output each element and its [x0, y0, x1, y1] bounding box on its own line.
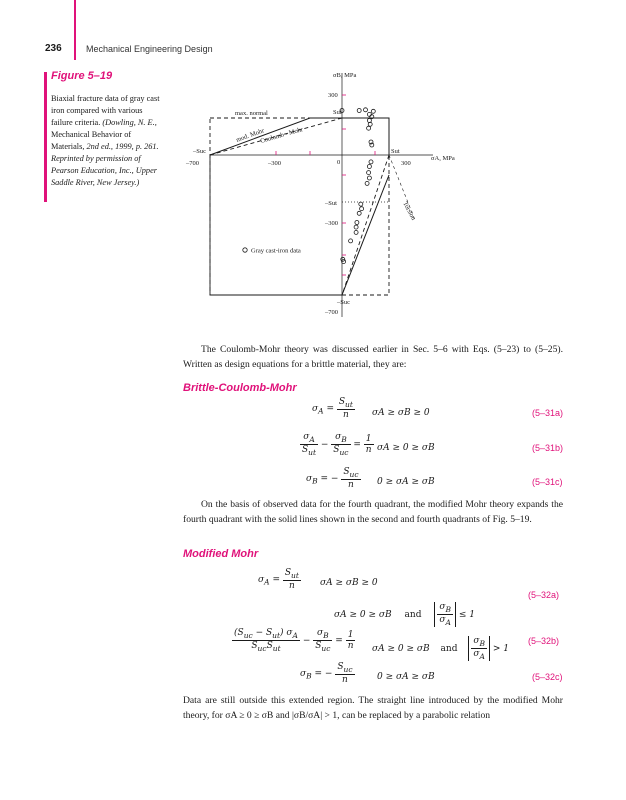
y-axis-label: σB, MPa	[333, 72, 357, 79]
running-title: Mechanical Engineering Design	[86, 44, 213, 54]
sut-top-label: Sut	[333, 109, 342, 116]
coulomb-mohr-label: Coulomb - Mohr	[259, 126, 304, 145]
x-axis-label: σA, MPa	[431, 155, 455, 162]
closing-paragraph	[183, 694, 563, 723]
eq-5-32b-and: and	[440, 643, 458, 654]
data-point	[354, 230, 358, 234]
legend-label: Gray cast-iron data	[251, 247, 301, 255]
eq-5-31c: $\sigma_B$ = − $\frac{S_{uc}}{n}$	[306, 467, 359, 490]
data-point	[360, 207, 364, 211]
x-tick-300: 300	[401, 160, 411, 167]
caption-citation-1: (Dowling, N. E.,	[102, 118, 157, 127]
eq-5-32c-number: (5–32c)	[532, 672, 563, 682]
data-point	[349, 239, 353, 243]
intro-text: The Coulomb-Mohr theory was discussed earlier in Sec. 5–6 with Eqs. (5–23) to (5–25). Written as design equations for a brittle material, they are:	[183, 344, 563, 370]
eq-5-31b-condition: σA ≥ 0 ≥ σB	[377, 443, 435, 453]
y-tick-neg700: –700	[325, 309, 338, 316]
data-point	[367, 126, 371, 130]
data-point	[369, 160, 373, 164]
eq-5-32a-and: and	[404, 609, 422, 620]
data-point	[368, 122, 372, 126]
data-point	[367, 119, 371, 123]
eq-5-32a-condition-1: σA ≥ σB ≥ 0	[320, 578, 378, 588]
data-point	[354, 225, 358, 229]
header-rule	[74, 0, 76, 60]
intro-paragraph	[183, 343, 563, 372]
data-point	[367, 171, 371, 175]
mod-mohr-line-q4	[342, 175, 389, 295]
eq-5-32b-cond-text: σA ≥ 0 ≥ σB	[372, 643, 430, 654]
torsion-label: Torsion	[401, 200, 417, 222]
neg-sut-label: –Sut	[325, 200, 337, 207]
x-tick-neg700: –700	[186, 160, 199, 167]
data-point	[359, 202, 363, 206]
legend-marker	[243, 248, 247, 252]
eq-5-31a: $\sigma_A$ = $\frac{S_{ut}}{n}$	[312, 397, 353, 420]
eq-5-32a-relation: ≤ 1	[458, 609, 476, 620]
eq-5-31b-number: (5–31b)	[532, 443, 564, 453]
eq-5-32a-condition-2: σA ≥ 0 ≥ σB and $\frac{\sigma_B}{\sigma_A}$ ≤ 1	[334, 602, 476, 627]
data-point	[367, 165, 371, 169]
eq-5-32a: $\sigma_A$ = $\frac{S_{ut}}{n}$	[258, 568, 299, 591]
eq-5-31a-number: (5–31a)	[532, 408, 564, 418]
page-number: 236	[45, 43, 62, 54]
eq-5-32b-condition: σA ≥ 0 ≥ σB and $\frac{\sigma_B}{\sigma_A}$ > 1	[372, 636, 510, 661]
eq-5-32a-number: (5–32a)	[528, 590, 560, 600]
section-heading-modified-mohr: Modified Mohr	[183, 548, 259, 560]
para3-text: Data are still outside this extended region. The straight line introduced by the modified Mohr theory, for σA ≥ 0 ≥ σB and |σB/σA| > 1, can be replaced by a parabolic relation	[183, 695, 563, 721]
figure-accent-bar	[44, 72, 47, 202]
data-point	[371, 109, 375, 113]
caption-book-title: Mechanical Behavior of Materials,	[51, 130, 132, 151]
para2-text: On the basis of observed data for the fourth quadrant, the modified Mohr theory expands the fourth quadrant with the solid lines shown in the second and fourth quadrants of Fig. 5–19.	[183, 499, 563, 525]
data-point	[364, 108, 368, 112]
eq-5-32c: $\sigma_B$ = − $\frac{S_{uc}}{n}$	[300, 662, 353, 685]
x-tick-neg300: –300	[268, 160, 281, 167]
data-point	[367, 176, 371, 180]
biaxial-fracture-chart	[165, 65, 465, 325]
data-point	[367, 112, 371, 116]
max-normal-label: max. normal	[235, 110, 268, 117]
data-point	[357, 109, 361, 113]
eq-5-32b-number: (5–32b)	[528, 636, 560, 646]
caption-citation-2: 2nd ed., 1999, p. 261. Reprinted by permission of Pearson Education, Inc., Upper Saddle River, New Jersey.)	[51, 142, 159, 187]
data-point	[357, 211, 361, 215]
eq-5-31a-condition: σA ≥ σB ≥ 0	[372, 408, 430, 418]
eq-5-32a-cond2-text: σA ≥ 0 ≥ σB	[334, 609, 392, 620]
eq-5-32c-condition: 0 ≥ σA ≥ σB	[377, 672, 435, 682]
mod-mohr-frame	[210, 155, 342, 295]
eq-5-31b: $\frac{\sigma_A}{S_{ut}}$ − $\frac{\sigma_B}{S_{uc}}$ = $\frac{1}{n}$	[302, 432, 372, 457]
data-point	[365, 181, 369, 185]
eq-5-32b: $\frac{(S_{uc} - S_{ut}) \sigma_A}{S_{uc}S_{ut}}$ − $\frac{\sigma_B}{S_{uc}}$ = $\frac{1}{n}$	[234, 628, 354, 653]
neg-suc-left-label: –Suc	[193, 148, 206, 155]
y-tick-0: 0	[337, 159, 341, 166]
eq-5-31c-condition: 0 ≥ σA ≥ σB	[377, 477, 435, 487]
data-points	[340, 108, 375, 264]
y-tick-300: 300	[328, 92, 338, 99]
eq-5-32b-relation: > 1	[492, 643, 510, 654]
figure-label: Figure 5–19	[51, 70, 113, 82]
caption-text: Biaxial fracture data of gray cast iron compared with various failure criteria.	[51, 94, 160, 127]
mod-mohr-label: mod. Mohr	[235, 127, 266, 144]
y-tick-neg300: –300	[325, 220, 338, 227]
coulomb-mohr-line-q4	[342, 155, 389, 295]
neg-suc-bottom-label: –Suc	[337, 299, 350, 306]
section-heading-brittle-coulomb-mohr: Brittle-Coulomb-Mohr	[183, 382, 297, 394]
data-point	[355, 221, 359, 225]
sut-right-label: Sut	[391, 148, 400, 155]
eq-5-31c-number: (5–31c)	[532, 477, 563, 487]
paragraph-modified-mohr-intro	[183, 498, 563, 527]
figure-caption	[51, 93, 163, 189]
